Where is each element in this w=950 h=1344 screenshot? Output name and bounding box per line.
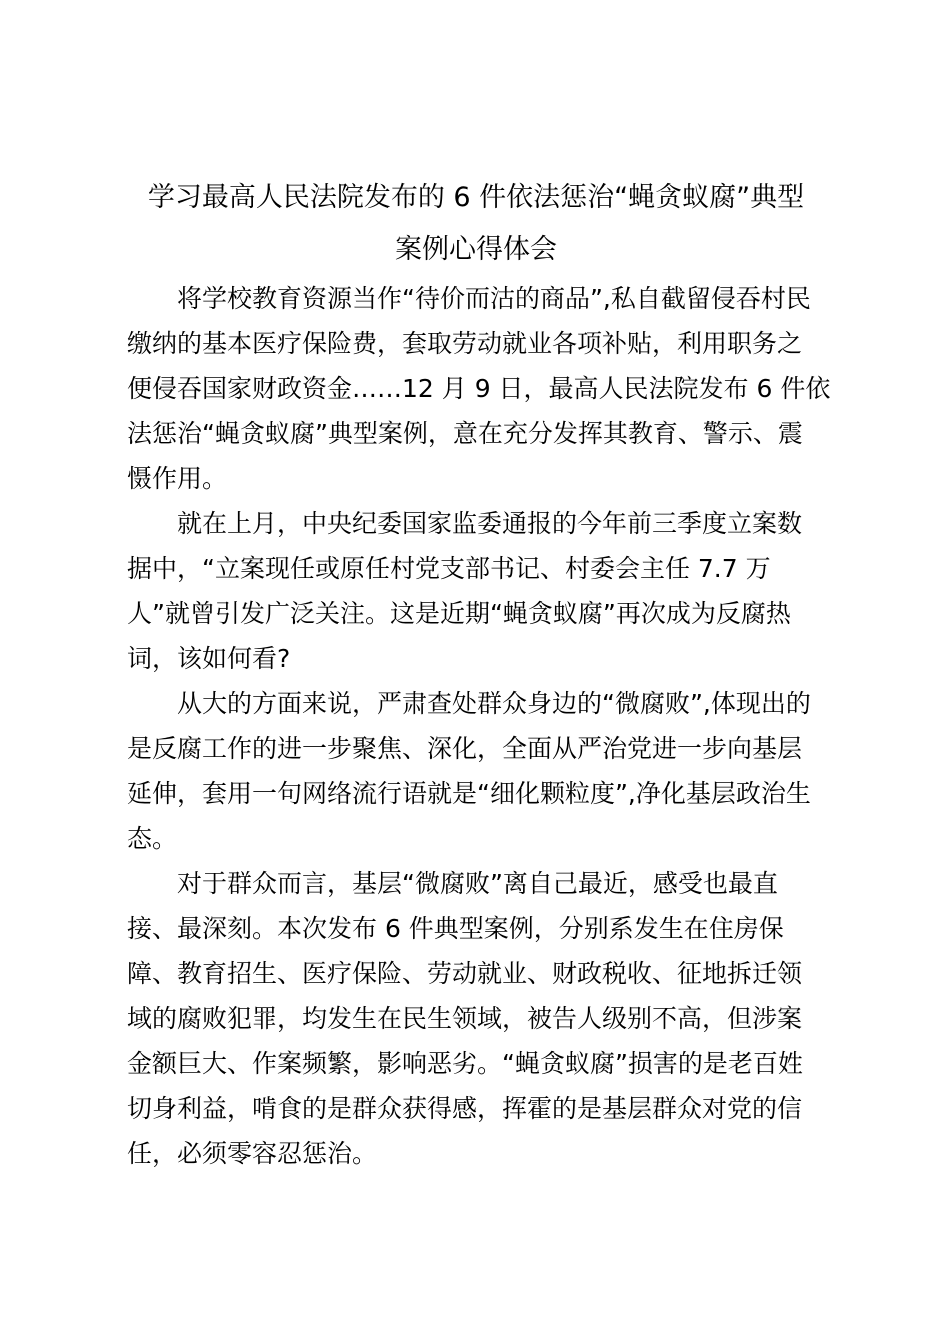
text-line: 金额巨大、作案频繁，影响恶劣。“蝇贪蚁腐”损害的是老百姓 — [127, 1049, 803, 1078]
text-line: 就在上月，中央纪委国家监委通报的今年前三季度立案数 — [177, 509, 803, 538]
text-line: 是反腐工作的进一步聚焦、深化，全面从严治党进一步向基层 — [127, 734, 803, 763]
text-line: 据中，“立案现任或原任村党支部书记、村委会主任 7.7 万 — [127, 554, 771, 583]
text-line: 缴纳的基本医疗保险费，套取劳动就业各项补贴，利用职务之 — [127, 329, 803, 358]
text-line: 便侵吞国家财政资金……12 月 9 日，最高人民法院发布 6 件依 — [127, 374, 831, 403]
text-line: 对于群众而言，基层“微腐败”离自己最近，感受也最直 — [177, 869, 778, 898]
paragraph-3 — [127, 681, 827, 861]
title-line: 案例心得体会 — [395, 234, 557, 265]
text-line: 任，必须零容忍惩治。 — [127, 1139, 378, 1168]
document-title — [120, 172, 832, 276]
text-line: 域的腐败犯罪，均发生在民生领域，被告人级别不高，但涉案 — [127, 1004, 803, 1033]
text-line: 词，该如何看? — [127, 644, 291, 673]
text-line: 障、教育招生、医疗保险、劳动就业、财政税收、征地拆迁领 — [127, 959, 803, 988]
text-line: 人”就曾引发广泛关注。这是近期“蝇贪蚁腐”再次成为反腐热 — [127, 599, 791, 628]
text-line: 从大的方面来说，严肃查处群众身边的“微腐败”,体现出的 — [177, 689, 811, 718]
paragraph-4 — [127, 861, 827, 1176]
title-line: 学习最高人民法院发布的 6 件依法惩治“蝇贪蚁腐”典型 — [147, 182, 805, 213]
text-line: 法惩治“蝇贪蚁腐”典型案例，意在充分发挥其教育、警示、震 — [127, 419, 803, 448]
text-line: 延伸，套用一句网络流行语就是“细化颗粒度”,净化基层政治生 — [127, 779, 811, 808]
text-line: 慑作用。 — [127, 464, 228, 493]
document-body — [127, 276, 831, 1176]
text-line: 切身利益，啃食的是群众获得感，挥霍的是基层群众对党的信 — [127, 1094, 803, 1123]
paragraph-1 — [127, 276, 831, 501]
text-line: 将学校教育资源当作“待价而沽的商品”,私自截留侵吞村民 — [177, 284, 811, 313]
text-line: 接、最深刻。本次发布 6 件典型案例，分别系发生在住房保 — [127, 914, 784, 943]
paragraph-2 — [127, 501, 827, 681]
text-line: 态。 — [127, 824, 178, 853]
